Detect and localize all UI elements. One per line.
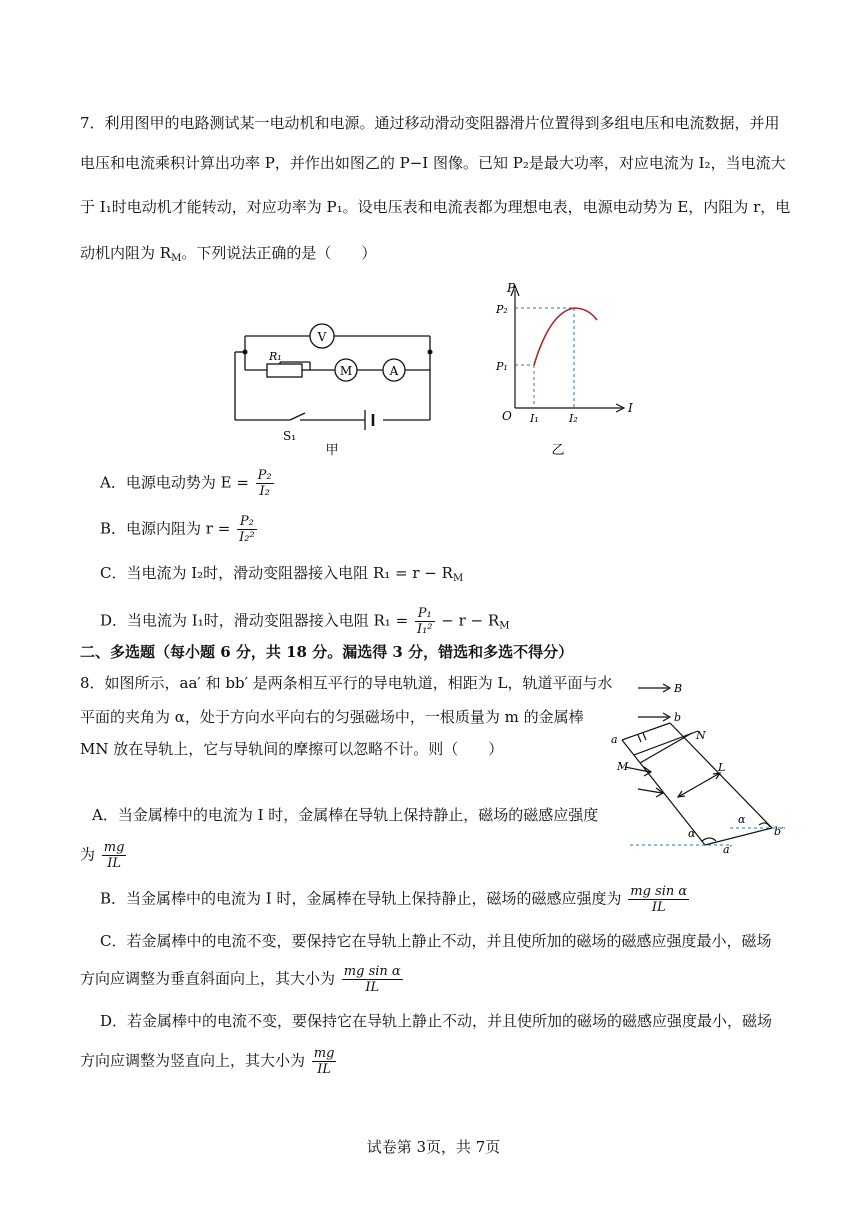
- q8-line2: 平面的夹角为 α，处于方向水平向右的匀强磁场中，一根质量为 m 的金属棒: [80, 708, 584, 726]
- q7-option-a-fraction: [256, 468, 274, 499]
- voltmeter-label: V: [317, 330, 327, 344]
- q7-line3: 于 I₁时电动机才能转动，对应功率为 P₁。设电压表和电流表都为理想电表，电源电动势为 E，内阻为 r，电: [80, 198, 791, 216]
- field-b-label: B: [674, 682, 683, 695]
- p2-label: P₂: [496, 303, 508, 316]
- q7-option-b-num: P₂: [237, 514, 257, 530]
- rail-b-prime-label: b′: [774, 825, 784, 838]
- q7-option-a: [100, 468, 276, 499]
- q7-option-c: [100, 562, 463, 590]
- q7-line1: 7．利用图甲的电路测试某一电动机和电源。通过移动滑动变阻器滑片位置得到多组电压和电流数据，并用: [80, 114, 780, 132]
- q7-line4-sub: M: [171, 253, 182, 264]
- pi-graph-yi: [490, 280, 650, 460]
- axis-p-label: P: [507, 281, 516, 295]
- q8-line3: MN 放在导轨上，它与导轨间的摩擦可以忽略不计。则（ ）: [80, 740, 504, 758]
- q8-option-a-fraction: [102, 840, 127, 871]
- circuit-figure-jia: [225, 320, 440, 460]
- q8-option-a-line2: [80, 840, 128, 871]
- q8-option-b: [100, 884, 691, 915]
- q7-option-b-fraction: [237, 514, 257, 545]
- q8-option-d-line1: D．若金属棒中的电流不变，要保持它在导轨上静止不动，并且使所加的磁场的磁感应强度最小，磁场: [100, 1012, 773, 1030]
- q8-option-c-fraction: [342, 964, 403, 995]
- q7-option-a-text: A．电源电动势为 E =: [100, 473, 249, 492]
- figure-caption-yi: 乙: [551, 443, 565, 458]
- rail-b-label: b: [674, 711, 682, 724]
- q7-option-d-fraction: [415, 606, 435, 637]
- q7-line4-end: 。下列说法正确的是（ ）: [181, 244, 377, 262]
- q8-option-c-num: mg sin α: [343, 964, 401, 979]
- q7-option-d-suffix: − r − R: [441, 611, 500, 630]
- q8-option-b-den: IL: [651, 900, 666, 915]
- motor-label: M: [339, 364, 353, 378]
- inclined-rails-figure: [610, 675, 800, 855]
- axis-i-label: I: [628, 401, 633, 415]
- junction-dot-right: [428, 350, 433, 355]
- q7-option-d-sub: M: [499, 620, 510, 632]
- page-footer: 试卷第 3页，共 7页: [366, 1138, 501, 1156]
- q8-option-a-line1: A．当金属棒中的电流为 I 时，金属棒在导轨上保持静止，磁场的磁感应强度: [92, 806, 599, 824]
- rail-a-label: a: [611, 733, 618, 746]
- ammeter-label: A: [389, 364, 399, 378]
- q8-line1: 8．如图所示，aa′ 和 bb′ 是两条相互平行的导电轨道，相距为 L，轨道平面与水: [80, 674, 613, 692]
- q8-option-d-fraction: [312, 1046, 337, 1077]
- q7-option-b-den: I₂²: [239, 530, 255, 545]
- q7-option-a-den: I₂: [259, 484, 270, 499]
- q7-line2: 电压和电流乘积计算出功率 P，并作出如图乙的 P−I 图像。已知 P₂是最大功率，对应电流为 I₂，当电流大: [80, 154, 786, 172]
- q8-option-c-line1: C．若金属棒中的电流不变，要保持它在导轨上静止不动，并且使所加的磁场的磁感应强度最小，磁场: [100, 932, 772, 950]
- q8-option-d-num: mg: [313, 1046, 335, 1061]
- i2-label: I₂: [569, 412, 578, 425]
- q7-option-d: [100, 606, 509, 638]
- q8-option-a-den: IL: [107, 856, 122, 871]
- q8-option-d-den: IL: [317, 1062, 332, 1077]
- q8-option-c-prefix: 方向应调整为垂直斜面向上，其大小为: [80, 969, 336, 988]
- q7-option-b-text: B．电源内阻为 r =: [100, 519, 231, 538]
- junction-dot-left: [243, 350, 248, 355]
- q7-option-d-den: I₁²: [416, 622, 433, 637]
- q7-option-d-text: D．当电流为 I₁时，滑动变阻器接入电阻 R₁ =: [100, 611, 409, 630]
- q8-option-b-text: B．当金属棒中的电流为 I 时，金属棒在导轨上保持静止，磁场的磁感应强度为: [100, 889, 622, 908]
- angle-alpha-label-1: α: [688, 827, 696, 840]
- origin-label: O: [502, 409, 512, 423]
- rod-m-label: M: [617, 760, 629, 773]
- q8-option-c-den: IL: [365, 980, 380, 995]
- q8-option-b-num: mg sin α: [630, 884, 688, 899]
- q7-option-c-text: C．当电流为 I₂时，滑动变阻器接入电阻 R₁ = r − R: [100, 564, 453, 582]
- switch-label: S₁: [283, 429, 297, 443]
- q7-option-a-num: P₂: [257, 468, 272, 483]
- q7-line4: [80, 242, 376, 270]
- figure-caption-jia: 甲: [325, 443, 339, 458]
- p1-label: P₁: [496, 360, 508, 373]
- q8-option-a-prefix: 为: [80, 845, 96, 864]
- q8-option-b-fraction: [628, 884, 689, 915]
- q8-option-d-line2: [80, 1046, 338, 1077]
- distance-l-label: L: [718, 761, 726, 774]
- angle-alpha-label-2: α: [738, 813, 746, 826]
- q7-option-c-sub: M: [452, 573, 464, 584]
- power-curve: [534, 308, 597, 365]
- section-heading-multi-choice: 二、多选题（每小题 6 分，共 18 分。漏选得 3 分，错选和多选不得分）: [80, 643, 574, 661]
- rheostat-label: R₁: [269, 350, 282, 363]
- rod-n-label: N: [696, 729, 706, 742]
- q8-option-c-line2: [80, 964, 405, 995]
- q8-option-a-num: mg: [103, 840, 125, 855]
- q7-option-d-num: P₁: [415, 606, 435, 622]
- rail-a-prime-label: a′: [723, 843, 733, 855]
- q7-option-b: [100, 514, 259, 545]
- q7-line4-text: 动机内阻为 R: [80, 244, 172, 262]
- i1-label: I₁: [530, 412, 539, 425]
- q8-option-d-prefix: 方向应调整为竖直向上，其大小为: [80, 1051, 306, 1070]
